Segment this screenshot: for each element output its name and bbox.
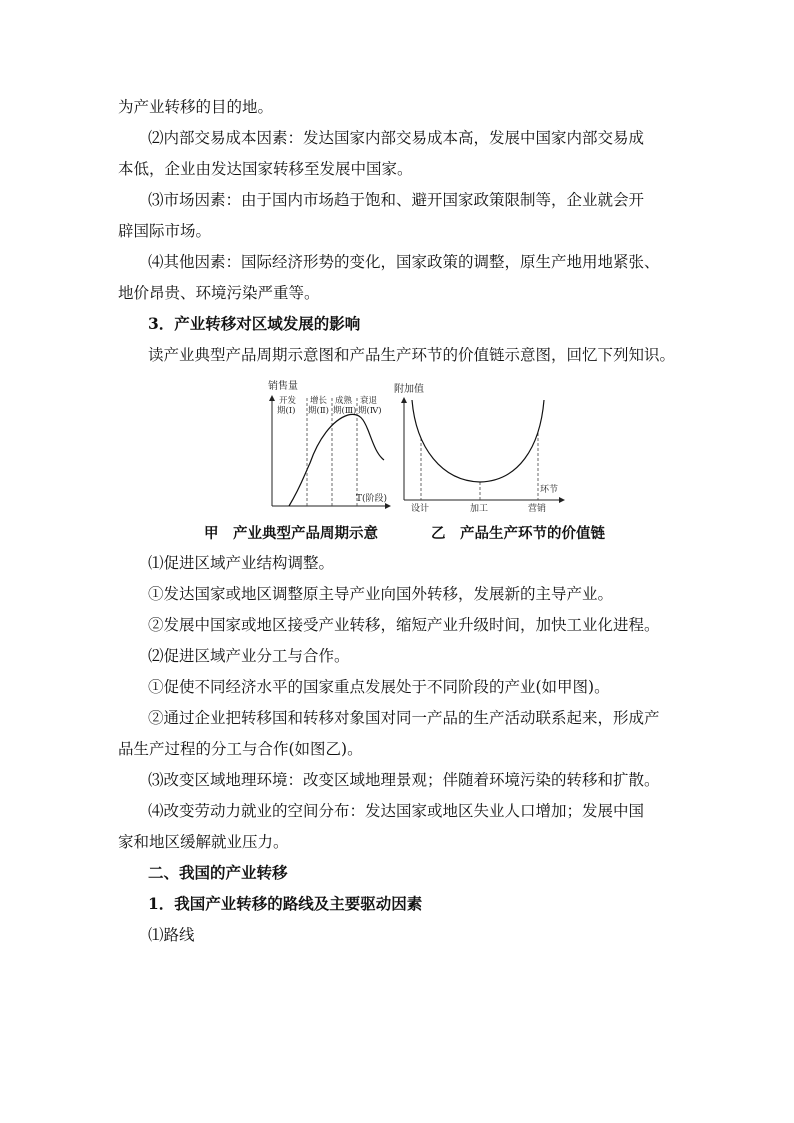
yi-tick-label-design: 设计 [411, 504, 430, 514]
text-line-22: ⑴路线 [148, 926, 195, 944]
text-line-9: 读产业典型产品周期示意图和产品生产环节的价值链示意图，回忆下列知识。 [148, 346, 676, 364]
text-line-4: ⑶市场因素：由于国内市场趋于饱和、避开国家政策限制等，企业就会开 [148, 191, 645, 209]
yi-y-label: 附加值 [394, 384, 424, 395]
figure-jia [252, 378, 392, 514]
figure-yi [392, 378, 572, 514]
jia-stage-4-bottom: 期(Ⅳ) [358, 406, 382, 416]
jia-stage-2-top: 增长 [310, 396, 328, 406]
text-line-11: ①发达国家或地区调整原主导产业向国外转移，发展新的主导产业。 [148, 585, 614, 603]
text-line-3: 本低，企业由发达国家转移至发展中国家。 [118, 160, 413, 178]
text-line-17: ⑶改变区域地理环境：改变区域地理景观；伴随着环境污染的转移和扩散。 [148, 771, 660, 789]
jia-stage-2-bottom: 期(Ⅱ) [308, 406, 329, 416]
yi-tick-label-processing: 加工 [470, 504, 489, 514]
jia-stage-3-bottom: 期(Ⅲ) [333, 406, 357, 416]
text-line-15: ②通过企业把转移国和转移对象国对同一产品的生产活动联系起来，形成产 [148, 709, 660, 727]
jia-stage-3-top: 成熟 [335, 396, 353, 406]
yi-tick-label-marketing: 营销 [528, 504, 547, 514]
yi-value-curve [412, 400, 544, 482]
jia-sales-curve [289, 414, 384, 506]
subsection-heading-1: 1．我国产业转移的路线及主要驱动因素 [148, 894, 423, 913]
caption-yi: 乙 产品生产环节的价值链 [431, 525, 605, 542]
jia-stage-1-bottom: 期(Ⅰ) [277, 406, 296, 416]
text-line-6: ⑷其他因素：国际经济形势的变化，国家政策的调整，原生产地用地紧张、 [148, 253, 660, 271]
text-line-19: 家和地区缓解就业压力。 [118, 833, 289, 851]
text-line-2: ⑵内部交易成本因素：发达国家内部交易成本高，发展中国家内部交易成 [148, 129, 645, 147]
text-line-16: 品生产过程的分工与合作(如图乙)。 [118, 740, 363, 758]
jia-y-label: 销售量 [268, 381, 298, 392]
section-heading-2: 二、我国的产业转移 [148, 863, 288, 882]
text-line-5: 辟国际市场。 [118, 222, 212, 240]
caption-jia: 甲 产业典型产品周期示意 [204, 525, 378, 542]
text-line-14: ①促使不同经济水平的国家重点发展处于不同阶段的产业(如甲图)。 [148, 678, 610, 696]
text-line-7: 地价昂贵、环境污染严重等。 [118, 284, 320, 302]
text-line-18: ⑷改变劳动力就业的空间分布：发达国家或地区失业人口增加；发展中国 [148, 802, 645, 820]
text-line-10: ⑴促进区域产业结构调整。 [148, 554, 335, 572]
text-line-13: ⑵促进区域产业分工与合作。 [148, 647, 350, 665]
section-heading-3: 3．产业转移对区域发展的影响 [148, 314, 361, 333]
yi-x-label: 环节 [540, 485, 559, 495]
text-line-1: 为产业转移的目的地。 [118, 98, 274, 116]
jia-x-label: T(阶段) [356, 494, 388, 504]
text-line-12: ②发展中国家或地区接受产业转移，缩短产业升级时间，加快工业化进程。 [148, 616, 660, 634]
jia-stage-4-top: 衰退 [360, 396, 378, 406]
jia-stage-1-top: 开发 [279, 396, 297, 406]
